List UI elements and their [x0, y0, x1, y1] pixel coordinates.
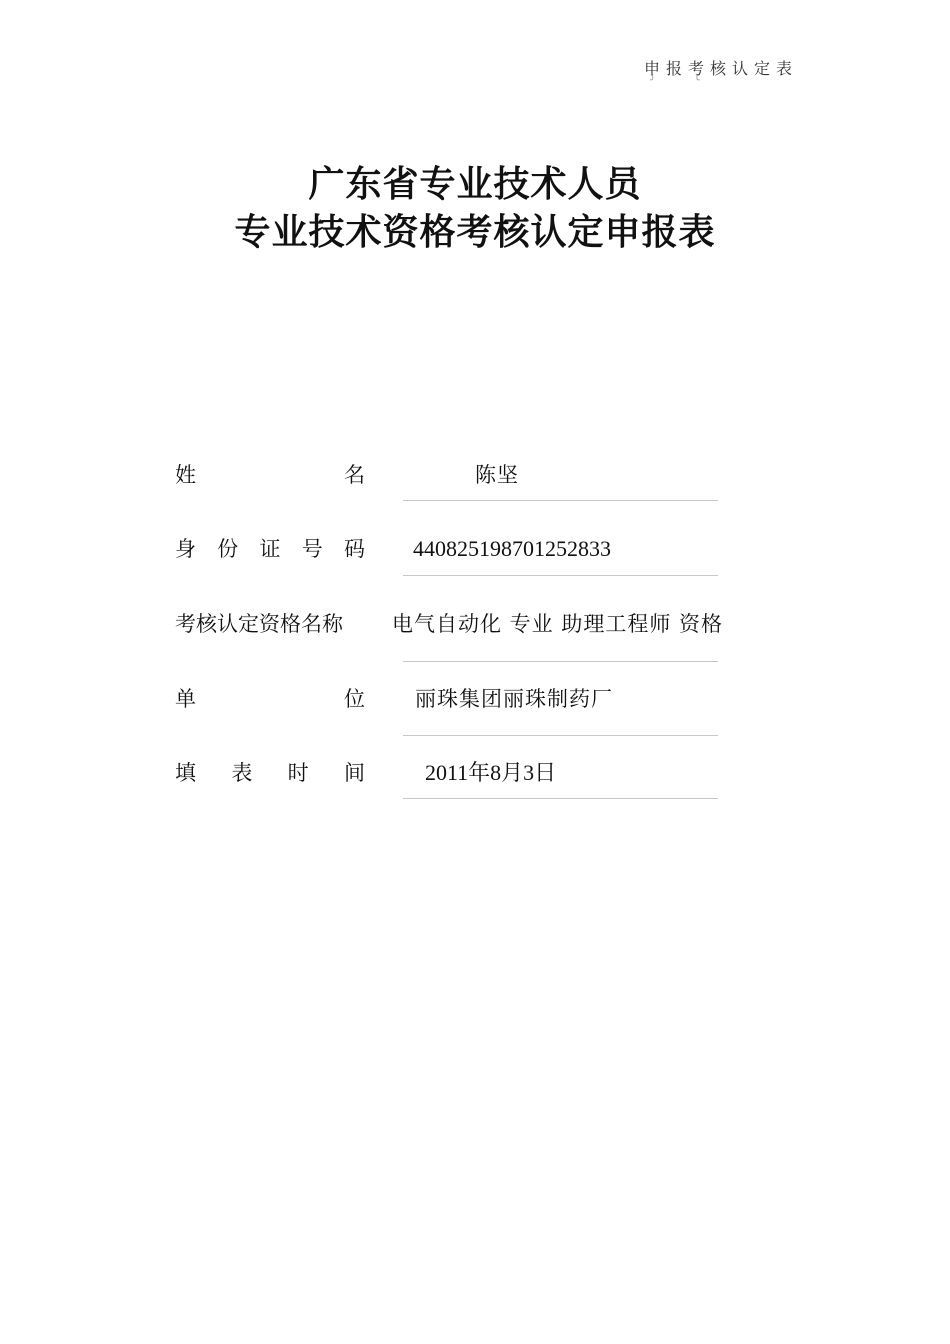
- field-underline-fill-date: [403, 798, 718, 799]
- field-label-qualification: [175, 609, 365, 639]
- label-text: 考核认定资格名称: [175, 612, 343, 636]
- field-value-fill-date: 2011年8月3日: [425, 760, 557, 785]
- label-char: 身: [175, 537, 196, 561]
- header-note: 申报考核认定表: [644, 59, 799, 78]
- field-row-name: [175, 460, 775, 500]
- label-char: 码: [344, 537, 365, 561]
- label-char: 证: [259, 537, 281, 561]
- label-char: 表: [231, 761, 253, 785]
- field-label-id-number: [175, 534, 365, 564]
- label-char: 单: [175, 687, 196, 711]
- label-char: 名: [344, 463, 365, 487]
- label-char: 填: [175, 761, 196, 785]
- field-label-fill-date: [175, 758, 365, 788]
- label-char: 号: [301, 537, 323, 561]
- field-underline-name: [403, 500, 718, 501]
- field-value-qualification: 电气自动化 专业 助理工程师 资格: [392, 612, 724, 636]
- field-label-name: [175, 460, 365, 490]
- field-underline-id-number: [403, 575, 718, 576]
- label-char: 姓: [175, 463, 196, 487]
- form-title-line-1: 广东省专业技术人员: [308, 163, 642, 205]
- field-value-id-number: 440825198701252833: [413, 536, 611, 561]
- field-value-name: 陈坚: [475, 463, 519, 487]
- field-row-fill-date: [175, 758, 775, 798]
- form-title-line-2: 专业技术资格考核认定申报表: [234, 211, 716, 253]
- label-char: 间: [343, 761, 365, 785]
- label-char: 位: [344, 687, 365, 711]
- field-underline-work-unit: [403, 735, 718, 736]
- header-marks: ╯ ╰: [650, 76, 718, 86]
- field-row-qualification: [175, 609, 775, 649]
- field-value-work-unit: 丽珠集团丽珠制药厂: [415, 687, 613, 711]
- field-label-work-unit: [175, 684, 365, 714]
- label-char: 份: [217, 537, 239, 561]
- label-char: 时: [287, 761, 309, 785]
- field-underline-qualification: [403, 661, 718, 662]
- field-row-id-number: [175, 534, 775, 574]
- field-row-work-unit: [175, 684, 775, 724]
